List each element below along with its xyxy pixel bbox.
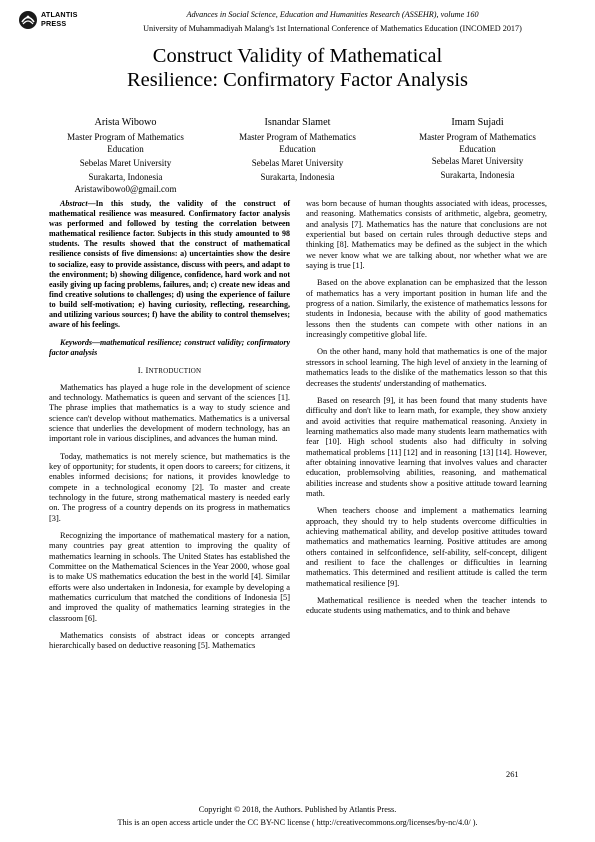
publisher-line1: ATLANTIS bbox=[41, 10, 78, 19]
author-name: Arista Wibowo bbox=[94, 117, 157, 128]
abstract-text: —In this study, the validity of the construct of mathematical resilience was measured. Confirmatory factor analysis was performed and followed by testing the correlation between mathematical resilience factor. Subjects in this study amounted to 98 students. The results showed that the construct of mathematical resilience consists of five dimensions: a) uncertainties show the desire to socialize, easy to provide assistance, discuss with peers, and adapt to the environment; b) showing diligence, confidence, hard work and not easily giving up facing problems, failures, and; c) create new ideas and find creative solutions to challenges; d) using the experience of failure to build self-motivation; e) having curiosity, reflecting, researching, and utilizing various sources; f) have the ability to control themselves; aware of his feelings. bbox=[49, 199, 290, 330]
author-affiliation: Sebelas Maret University bbox=[431, 156, 524, 166]
right-column bbox=[306, 199, 547, 624]
paragraph: When teachers choose and implement a mathematics learning approach, they should try to help students overcome difficulties in achieving mathematical ability, and develop positive attitudes toward mathematics and mathematics learning. Positive attitudes are among others contained in selfconfidence, self-ability, self-concept, diligent and resilient to face the challenges or difficulties in learning mathematics. This determined and resilient attitude is called the term mathematical resilience [9]. bbox=[306, 506, 547, 588]
publisher-name bbox=[41, 10, 78, 28]
abstract-label: Abstract bbox=[60, 199, 88, 208]
author-affiliation: Education bbox=[459, 144, 496, 154]
left-column bbox=[49, 199, 290, 659]
paragraph: Recognizing the importance of mathematical mastery for a nation, many countries pay great attention to improving the quality of mathematics learning in schools. The United States has established the Committee on the Mathematical Sciences in the Year 2000, whose goal is to make US mathematics education the best in the world [4]. Similar efforts were also undertaken in Indonesia, for example by developing a mathematics curriculum that matched the conditions of Indonesia [5] and improved the quality of mathematics learning strategies in the classroom [6]. bbox=[49, 531, 290, 623]
atlantis-logo-icon bbox=[18, 10, 38, 30]
author-affiliation: Master Program of Mathematics bbox=[239, 132, 356, 142]
author-name: Isnandar Slamet bbox=[264, 117, 331, 128]
paragraph: On the other hand, many hold that mathematics is one of the major stressors in school learning. The high level of anxiety in the learning of mathematics leads to the dislike of the mathematics lesson so that this decreases the students' understanding of mathematics. bbox=[306, 347, 547, 388]
author-location: Surakarta, Indonesia bbox=[440, 170, 515, 180]
paragraph: Today, mathematics is not merely science, but mathematics is the key of opportunity; for students, it open doors to careers; for citizens, it enables informed decisions; for nations, it provides knowledge to compete in a technological economy [2]. To master and create technology in the future, strong mathematical mastery is needed early on. The progress of a country depends on its progress in mathematics [3]. bbox=[49, 451, 290, 523]
section-title-rest: NTRODUCTION bbox=[148, 367, 202, 376]
author-affiliation: Education bbox=[107, 144, 144, 154]
paragraph: Based on the above explanation can be emphasized that the lesson of mathematics has a very important position in human life and the progress of a nation. Similarly, the existence of mathematics lessons for students in Indonesia, because with the ability of good mathematics lessons then the students can compete with other nations in an increasingly competitive global life. bbox=[306, 278, 547, 340]
license-line: This is an open access article under the CC BY-NC license ( http://creativecommons.org/licenses/by-nc/4.0/ ). bbox=[117, 818, 478, 827]
paragraph: was born because of human thoughts associated with ideas, processes, and reasoning. Mathematics consists of arithmetic, algebra, geometry, and analysis [7]. Mathematics has the nature that conclusions are not experiential but based on certain rules through deductive steps and thinking [8]. Mathematics may be defined as the subject in the which we never know what we are talking about, nor whether what we are saying is true [1]. bbox=[306, 199, 547, 271]
paragraph: Based on research [9], it has been found that many students have difficulty and don't like to learn math, for example, they show anxiety and avoid activities that require mathematical reasoning. Anxiety in learning mathematics also made many students learn mathematics with fear [10]. High school students also had difficulty in solving mathematical problems [11] [12] and in reasoning [13] [14]. However, after obtaining innovative learning that involves values and character education, problemsolving abilities, reasoning, and mathematical abilities increase and students show a positive attitude toward learning math. bbox=[306, 395, 547, 498]
author-email: Aristawibowo0@gmail.com bbox=[74, 184, 177, 194]
keywords: Keywords—mathematical resilience; construct validity; confirmatory factor analysis bbox=[49, 338, 290, 358]
conference-header: University of Muhammadiyah Malang's 1st International Conference of Mathematics Education (INCOMED 2017) bbox=[143, 24, 522, 33]
page-number: 261 bbox=[506, 770, 519, 779]
author-block-1 bbox=[38, 117, 213, 195]
author-affiliation: Sebelas Maret University bbox=[251, 158, 344, 168]
author-block-2 bbox=[210, 117, 385, 183]
paragraph: Mathematics consists of abstract ideas or concepts arranged hierarchically based on deductive reasoning [5]. Mathematics bbox=[49, 631, 290, 651]
author-name: Imam Sujadi bbox=[451, 117, 504, 128]
author-affiliation: Sebelas Maret University bbox=[79, 158, 172, 168]
section-heading bbox=[49, 365, 290, 376]
author-block-3 bbox=[390, 117, 565, 181]
journal-header: Advances in Social Science, Education and Humanities Research (ASSEHR), volume 160 bbox=[186, 10, 479, 19]
author-affiliation: Education bbox=[279, 144, 316, 154]
title-line-1: Construct Validity of Mathematical bbox=[152, 45, 443, 67]
section-number: I. bbox=[137, 365, 144, 376]
author-affiliation: Master Program of Mathematics bbox=[67, 132, 184, 142]
author-location: Surakarta, Indonesia bbox=[260, 172, 335, 182]
author-affiliation: Master Program of Mathematics bbox=[419, 132, 536, 142]
section-first-letter: I bbox=[145, 365, 149, 376]
title-line-2: Resilience: Confirmatory Factor Analysis bbox=[126, 69, 469, 91]
abstract bbox=[49, 199, 290, 330]
publisher-line2: PRESS bbox=[41, 19, 67, 28]
copyright-line: Copyright © 2018, the Authors. Published by Atlantis Press. bbox=[198, 805, 397, 814]
author-location: Surakarta, Indonesia bbox=[88, 172, 163, 182]
paragraph: Mathematics has played a huge role in the development of science and technology. Mathematics is queen and servant of the sciences [1]. The phrase implies that mathematics is a way to study science and science can't develop without mathematics. Mathematics is a universal science that underlies the development of modern technology, has an important role in various disciplines, and advances the human mind. bbox=[49, 382, 290, 444]
paper-title bbox=[40, 44, 555, 92]
paragraph: Mathematical resilience is needed when the teacher intends to educate students using mathematics, and to think and behave bbox=[306, 596, 547, 616]
